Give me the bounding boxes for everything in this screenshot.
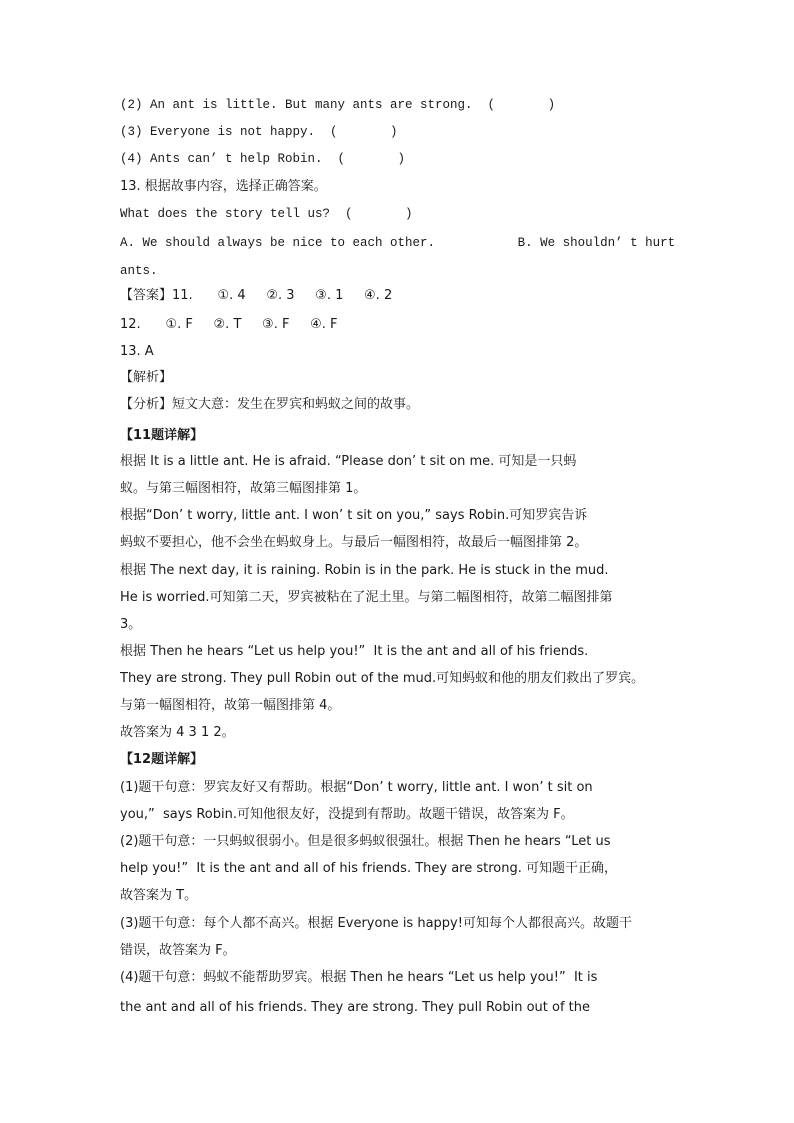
text-line-d11-l8: 根据 Then he hears “Let us help you!” It is the ant and all of his friends.	[120, 644, 589, 659]
text-line-d11-l4: 蚂蚁不要担心，他不会坐在蚂蚁身上。与最后一幅图相符，故最后一幅图排第 2。	[120, 535, 588, 550]
text-line-d11-l7: 3。	[120, 617, 142, 632]
text-line-d11-l6: He is worried.可知第二天，罗宾被粘在了泥土里。与第二幅图相符，故第二幅图排第	[120, 590, 613, 605]
text-line-answer-11: 【答案】11. ①. 4 ②. 3 ③. 1 ④. 2	[120, 288, 393, 303]
text-line-d11-l5: 根据 The next day, it is raining. Robin is in the park. He is stuck in the mud.	[120, 563, 609, 578]
text-line-q13-options-cont: ants.	[120, 264, 158, 278]
text-line-d12-l7: 错误，故答案为 F。	[120, 943, 236, 958]
text-line-q12-2: (2) An ant is little. But many ants are strong. ( )	[120, 98, 556, 112]
text-line-summary: 【分析】短文大意：发生在罗宾和蚂蚁之间的故事。	[120, 397, 420, 412]
text-line-d12-l4: help you!” It is the ant and all of his friends. They are strong. 可知题干正确，	[120, 861, 618, 876]
text-line-d11-l2: 蚁。与第三幅图相符，故第三幅图排第 1。	[120, 481, 367, 496]
text-line-d12-l6: (3)题干句意：每个人都不高兴。根据 Everyone is happy!可知每个人都很高兴。故题干	[120, 916, 632, 931]
text-line-analysis-heading: 【解析】	[120, 370, 173, 385]
text-line-detail-12-heading: 【12题详解】	[120, 752, 204, 767]
text-line-d12-l3: (2)题干句意：一只蚂蚁很弱小。但是很多蚂蚁很强壮。根据 Then he hears “Let us	[120, 834, 611, 849]
text-line-d12-l8: (4)题干句意：蚂蚁不能帮助罗宾。根据 Then he hears “Let us help you!” It is	[120, 970, 598, 985]
text-line-d11-l9: They are strong. They pull Robin out of the mud.可知蚂蚁和他的朋友们救出了罗宾。	[120, 671, 645, 686]
text-line-detail-11-heading: 【11题详解】	[120, 428, 204, 443]
text-line-d11-l11: 故答案为 4 3 1 2。	[120, 725, 235, 740]
text-line-d11-l10: 与第一幅图相符，故第一幅图排第 4。	[120, 698, 341, 713]
text-line-q13-title: 13. 根据故事内容，选择正确答案。	[120, 179, 327, 194]
text-line-d12-l5: 故答案为 T。	[120, 888, 198, 903]
text-line-d12-l1: (1)题干句意：罗宾友好又有帮助。根据“Don’ t worry, little ant. I won’ t sit on	[120, 780, 593, 795]
text-line-answer-13: 13. A	[120, 344, 154, 359]
text-line-d11-l3: 根据“Don’ t worry, little ant. I won’ t sit on you,” says Robin.可知罗宾告诉	[120, 508, 588, 523]
text-line-q12-4: (4) Ants can’ t help Robin. ( )	[120, 152, 406, 166]
text-line-answer-12: 12. ①. F ②. T ③. F ④. F	[120, 317, 338, 332]
text-line-q13-question: What does the story tell us? ( )	[120, 207, 413, 221]
text-line-d12-l9: the ant and all of his friends. They are strong. They pull Robin out of the	[120, 1000, 590, 1015]
text-line-q13-options: A. We should always be nice to each other. B. We shouldn’ t hurt	[120, 236, 676, 250]
text-line-d12-l2: you,” says Robin.可知他很友好，没提到有帮助。故题干错误，故答案为 F。	[120, 807, 574, 822]
text-line-d11-l1: 根据 It is a little ant. He is afraid. “Please don’ t sit on me. 可知是一只蚂	[120, 454, 577, 469]
text-line-q12-3: (3) Everyone is not happy. ( )	[120, 125, 398, 139]
